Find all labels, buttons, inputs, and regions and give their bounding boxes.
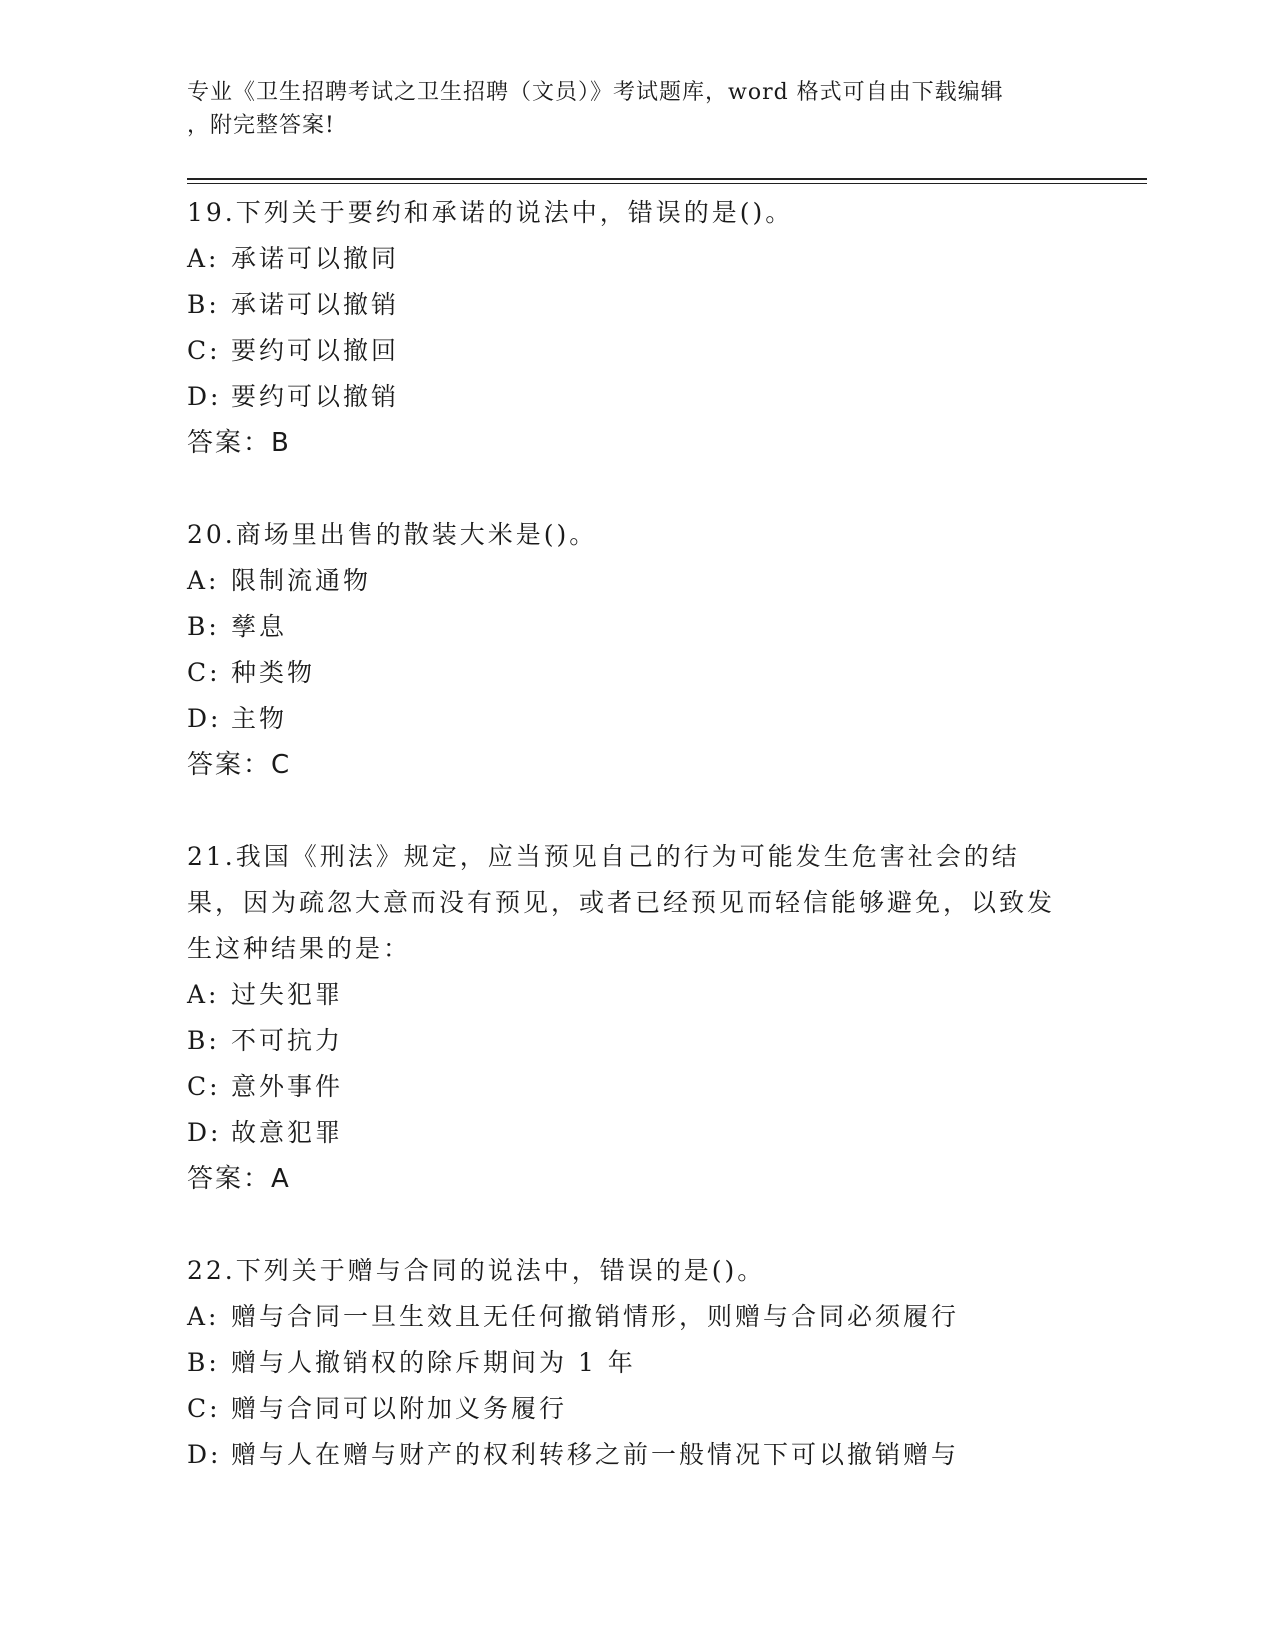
option-a xyxy=(187,972,1067,1018)
option-d xyxy=(187,374,1067,420)
option-text: 主物 xyxy=(231,704,288,733)
option-c xyxy=(187,1064,1067,1110)
option-b xyxy=(187,1340,1067,1386)
header-divider-thin xyxy=(187,183,1147,184)
option-c xyxy=(187,1386,1067,1432)
question-20 xyxy=(187,512,1067,788)
option-text: 要约可以撤销 xyxy=(231,382,400,411)
option-c xyxy=(187,328,1067,374)
option-text: 赠与合同一旦生效且无任何撤销情形，则赠与合同必须履行 xyxy=(231,1302,960,1331)
option-text: 意外事件 xyxy=(231,1072,344,1101)
option-letter: A: xyxy=(187,980,220,1009)
option-text: 过失犯罪 xyxy=(231,980,344,1009)
header-divider-thick xyxy=(187,178,1147,180)
option-letter: A: xyxy=(187,1302,220,1331)
option-letter: B: xyxy=(187,612,220,641)
option-letter: D: xyxy=(187,704,222,733)
option-text: 承诺可以撤销 xyxy=(231,290,400,319)
option-a xyxy=(187,1294,1067,1340)
document-header xyxy=(187,76,1067,142)
option-letter: B: xyxy=(187,290,220,319)
option-text: 故意犯罪 xyxy=(231,1118,344,1147)
question-21 xyxy=(187,834,1067,1202)
option-letter: A: xyxy=(187,244,220,273)
option-d xyxy=(187,1432,1067,1478)
option-letter: B: xyxy=(187,1026,220,1055)
option-letter: C: xyxy=(187,1072,221,1101)
question-19 xyxy=(187,190,1067,466)
option-letter: C: xyxy=(187,336,221,365)
answer-line: 答案：C xyxy=(187,750,292,780)
option-text: 赠与合同可以附加义务履行 xyxy=(231,1394,568,1423)
option-letter: C: xyxy=(187,1394,221,1423)
question-22 xyxy=(187,1248,1067,1478)
header-line-2: ，附完整答案! xyxy=(187,113,335,138)
option-text: 种类物 xyxy=(231,658,316,687)
option-c xyxy=(187,650,1067,696)
option-b xyxy=(187,282,1067,328)
header-line-1: 专业《卫生招聘考试之卫生招聘（文员）》考试题库，word 格式可自由下载编辑 xyxy=(187,80,1004,105)
option-text: 赠与人撤销权的除斥期间为 1 年 xyxy=(231,1348,636,1377)
option-letter: D: xyxy=(187,1118,222,1147)
question-text: 22.下列关于赠与合同的说法中，错误的是()。 xyxy=(187,1256,766,1285)
option-text: 不可抗力 xyxy=(231,1026,344,1055)
option-text: 限制流通物 xyxy=(231,566,372,595)
option-letter: A: xyxy=(187,566,220,595)
option-letter: D: xyxy=(187,382,222,411)
option-text: 孳息 xyxy=(231,612,288,641)
question-text: 19.下列关于要约和承诺的说法中，错误的是()。 xyxy=(187,198,794,227)
option-text: 要约可以撤回 xyxy=(231,336,400,365)
question-text: 21.我国《刑法》规定，应当预见自己的行为可能发生危害社会的结果，因为疏忽大意而没有预见，或者已经预见而轻信能够避免，以致发生这种结果的是： xyxy=(187,842,1056,963)
option-b xyxy=(187,604,1067,650)
option-letter: C: xyxy=(187,658,221,687)
answer-line: 答案：B xyxy=(187,428,291,458)
option-d xyxy=(187,1110,1067,1156)
question-list xyxy=(187,190,1067,1524)
option-text: 承诺可以撤同 xyxy=(231,244,400,273)
option-d xyxy=(187,696,1067,742)
option-b xyxy=(187,1018,1067,1064)
option-letter: B: xyxy=(187,1348,220,1377)
question-text: 20.商场里出售的散装大米是()。 xyxy=(187,520,598,549)
option-a xyxy=(187,236,1067,282)
option-text: 赠与人在赠与财产的权利转移之前一般情况下可以撤销赠与 xyxy=(231,1440,960,1469)
option-a xyxy=(187,558,1067,604)
option-letter: D: xyxy=(187,1440,222,1469)
answer-line: 答案：A xyxy=(187,1164,291,1194)
